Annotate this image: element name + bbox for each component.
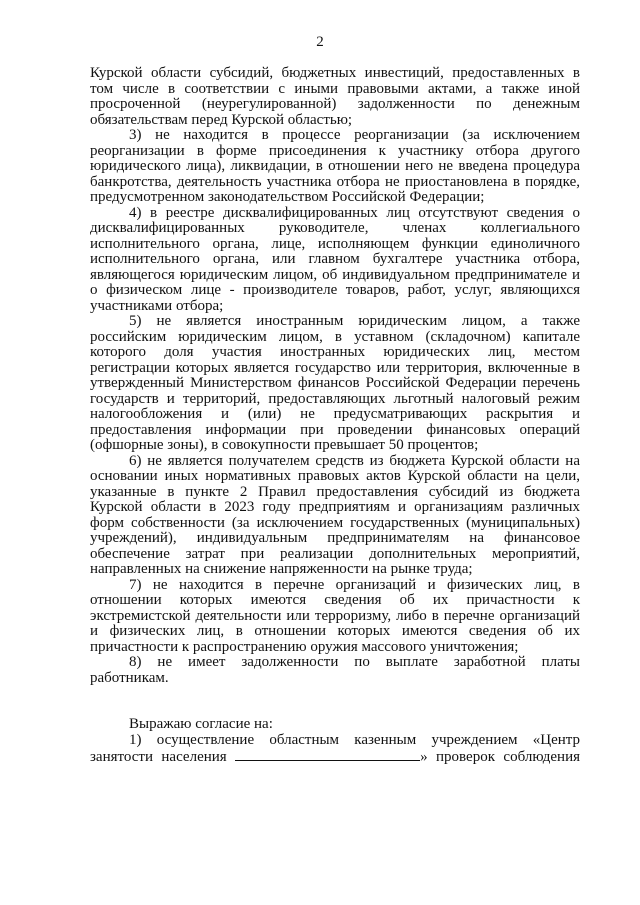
list-item-7: 7) не находится в перечне организаций и физических лиц, в	[129, 576, 580, 593]
text-line: основании иных нормативных правовых актов Курской области на цели,	[90, 468, 580, 484]
text-line: Курской области субсидий, бюджетных инвестиций, предоставленных в	[90, 65, 580, 81]
text-line: регистрации которых является государство или территория, включенные в	[90, 359, 580, 376]
document-body	[90, 66, 580, 764]
text-line: государств и территорий, предоставляющих льготный налоговый режим	[90, 390, 580, 407]
text-line: форм собственности (за исключением государственных (муниципальных)	[90, 514, 580, 531]
text-line: являющегося юридическим лицом, об индивидуальном предпринимателе и	[90, 266, 580, 283]
text-fragment: занятости населения	[90, 749, 227, 765]
text-line: просроченной (неурегулированной) задолженности по денежным	[90, 96, 580, 112]
text-line: российским юридическим лицом, в уставном (складочном) капитале	[90, 328, 580, 345]
page-number: 2	[316, 34, 324, 50]
text-line: экстремистской деятельности или терроризму, либо в перечне организаций	[90, 607, 580, 624]
text-line: обязательствам перед Курской областью;	[90, 111, 353, 128]
text-line: которого доля участия иностранных юридических лиц, местом	[90, 344, 580, 360]
text-line: (офшорные зоны), в совокупности превышает 50 процентов;	[90, 437, 479, 453]
list-item-3: 3) не находится в процессе реорганизации (за исключением	[129, 127, 580, 143]
text-line: отношении которых имеются сведения об их причастности к	[90, 592, 580, 608]
text-line: исполнительного органа, или главном бухгалтере участника отбора,	[90, 251, 580, 267]
text-line: предоставления информации при проведении финансовых операций	[90, 421, 580, 438]
text-line: реорганизации в форме присоединения к участнику отбора другого	[90, 142, 580, 159]
text-line: и физических лиц, в отношении которых имеются сведения об их	[90, 623, 580, 639]
text-line: о физическом лице - производителе товаров, работ, услуг, являющихся	[90, 282, 580, 298]
blank-field-line	[235, 748, 420, 761]
text-line: Курской области в 2023 году предприятиям и организациям различных	[90, 499, 580, 515]
text-line: том числе в соответствии с иными правовыми актами, а также иной	[90, 80, 580, 97]
text-line: причастности к распространению оружия массового уничтожения;	[90, 638, 519, 655]
list-item-5: 5) не является иностранным юридическим лицом, а также	[129, 313, 580, 329]
text-line: исполнительного органа, лице, исполняющем функции единоличного	[90, 235, 580, 252]
text-line: работникам.	[90, 669, 169, 686]
consent-heading: Выражаю согласие на:	[129, 716, 273, 732]
text-line: дисквалифицированных руководителе, членах коллегиального	[90, 220, 580, 236]
text-line: налогообложения и (или) не предусматривающих раскрытия и	[90, 406, 580, 422]
consent-item-1-continued	[90, 748, 580, 764]
text-fragment: » проверок соблюдения	[420, 749, 581, 765]
list-item-6: 6) не является получателем средств из бюджета Курской области на	[129, 452, 580, 469]
text-line: учреждений), индивидуальным предпринимателям на финансовое	[90, 530, 580, 546]
text-line: направленных на снижение напряженности на рынке труда;	[90, 561, 473, 577]
text-line: предусмотренном законодательством Российской Федерации;	[90, 189, 485, 205]
text-line: банкротства, деятельность участника отбора не приостановлена в порядке,	[90, 173, 580, 190]
text-line: утвержденный Министерством финансов Российской Федерации перечень	[90, 375, 580, 391]
list-item-4: 4) в реестре дисквалифицированных лиц отсутствуют сведения о	[129, 204, 580, 221]
text-line: обеспечение затрат при реализации дополнительных мероприятий,	[90, 545, 580, 562]
text-line: указанные в пункте 2 Правил предоставления субсидий из бюджета	[90, 483, 580, 500]
consent-item-1: 1) осуществление областным казенным учреждением «Центр	[129, 731, 580, 748]
text-line: юридического лица), ликвидации, в отношении него не введена процедура	[90, 158, 580, 174]
paragraph-gap	[90, 686, 580, 717]
text-line: участниками отбора;	[90, 297, 224, 314]
list-item-8: 8) не имеет задолженности по выплате заработной платы	[129, 654, 580, 670]
